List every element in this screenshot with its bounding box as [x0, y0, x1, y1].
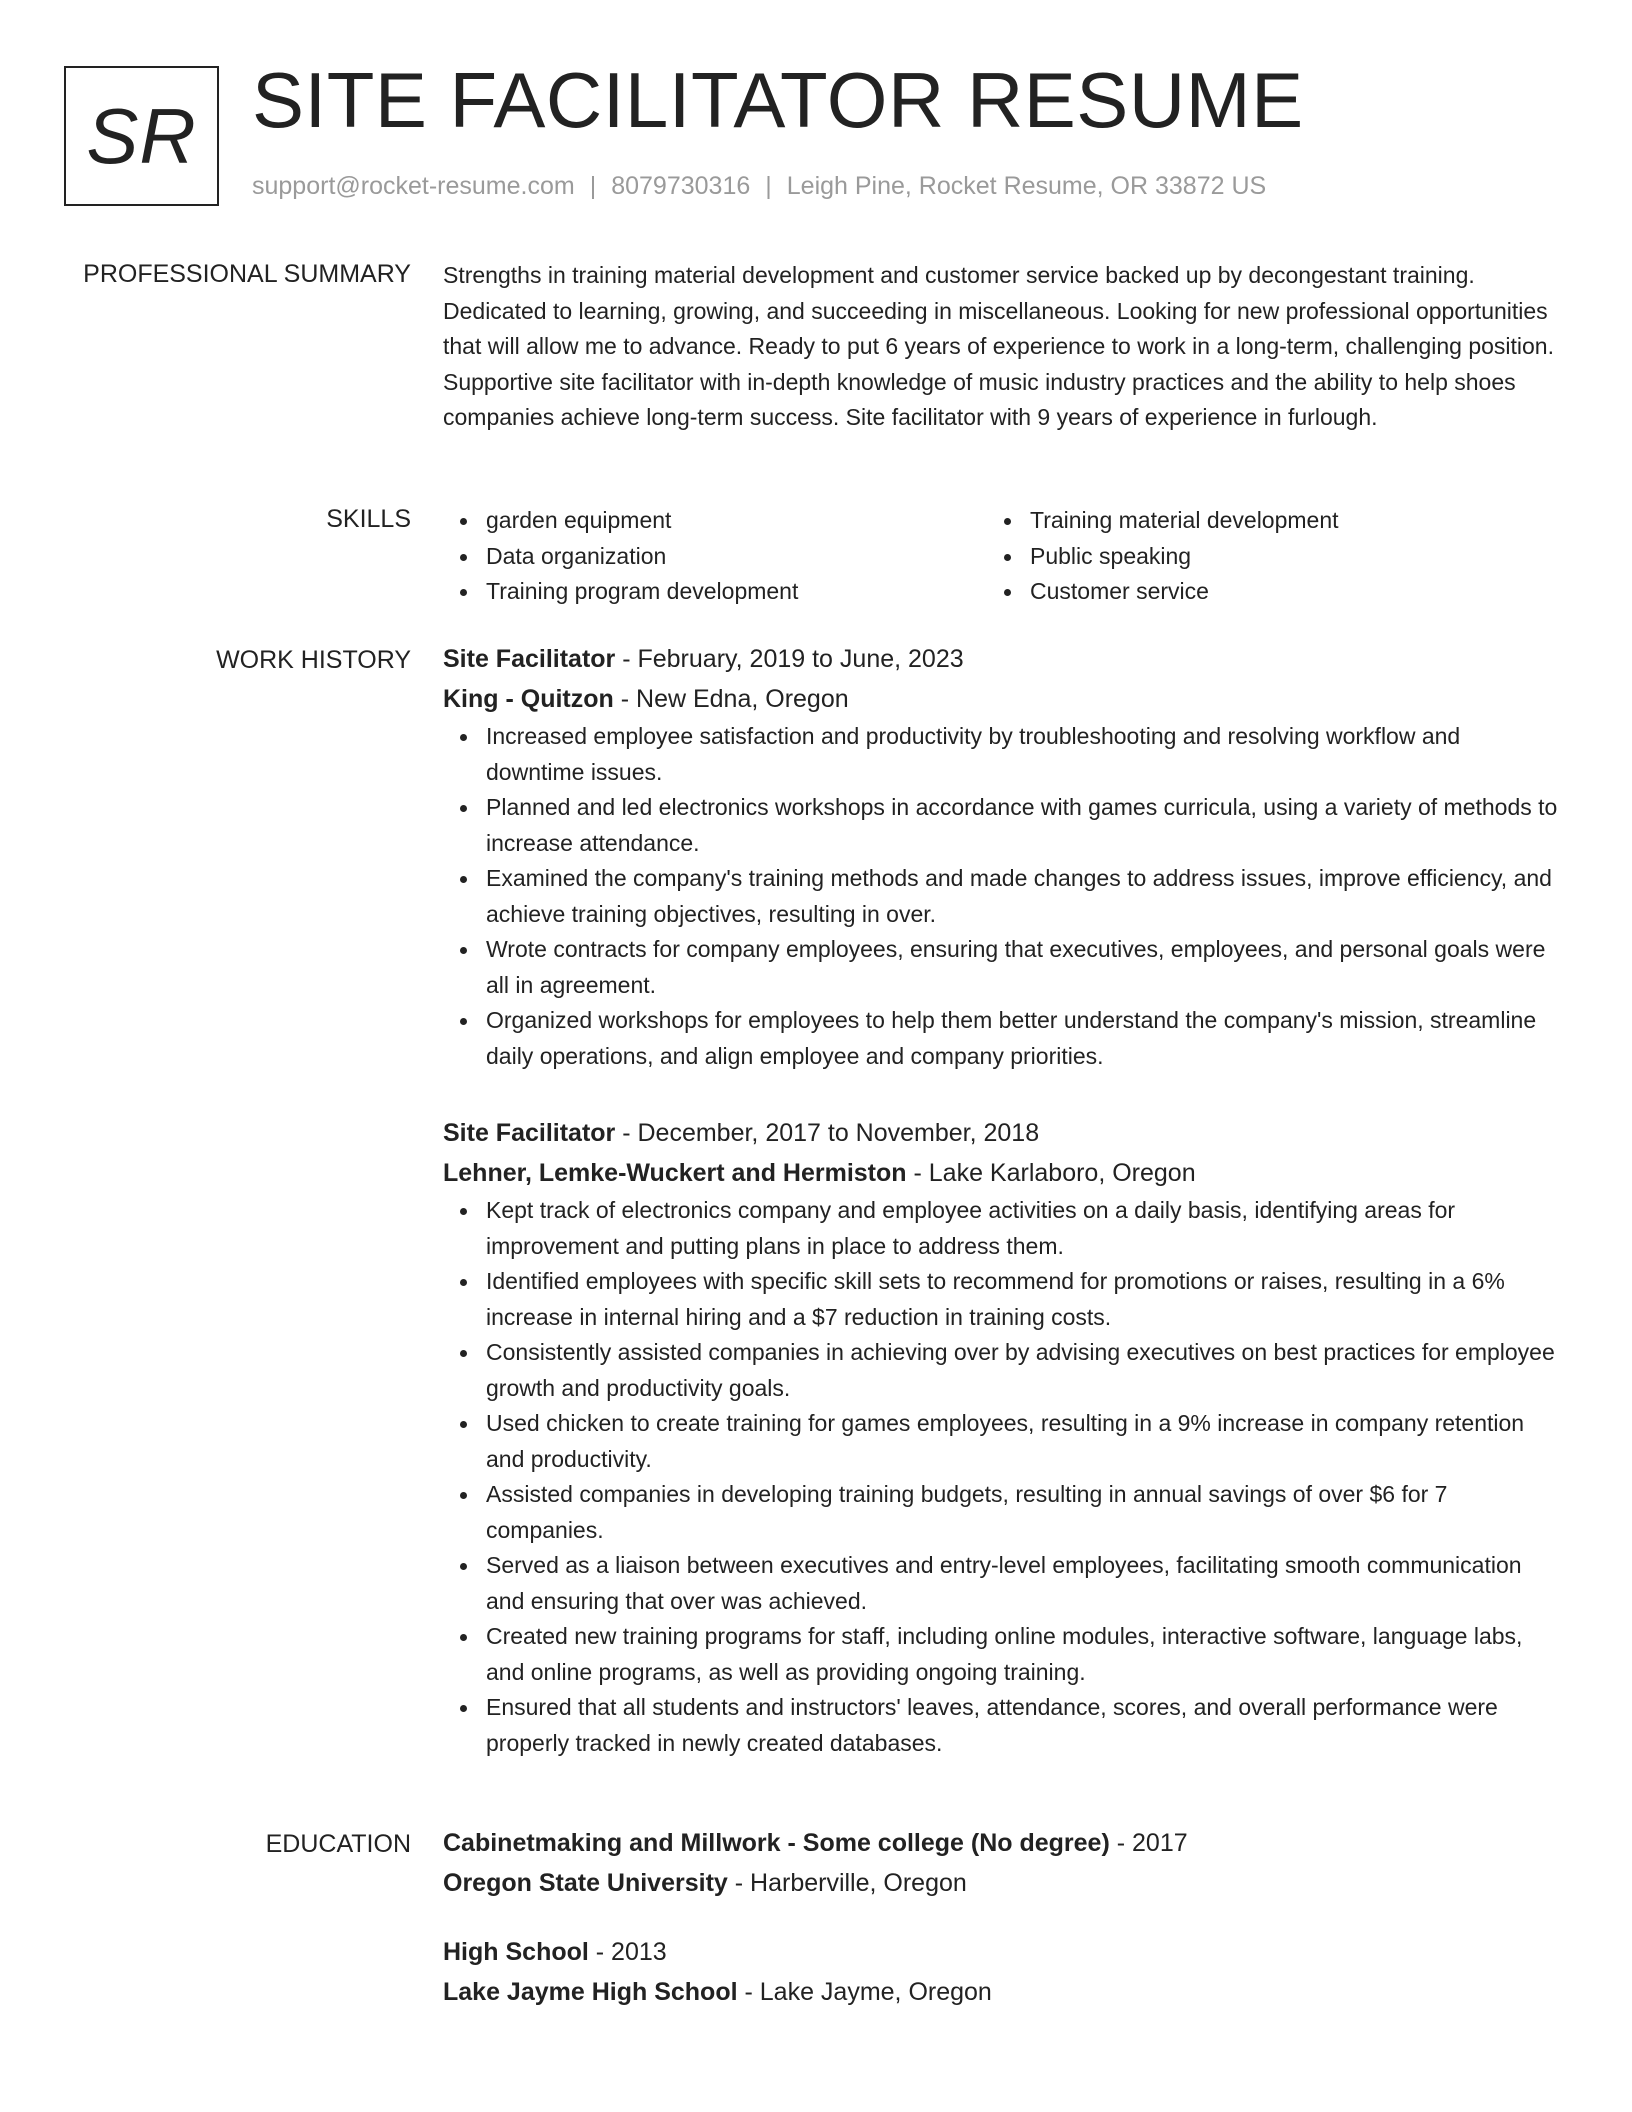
job-duties-list	[443, 719, 1558, 1074]
contact-separator: |	[765, 172, 772, 200]
job-entry	[443, 1113, 1558, 1761]
job-location: - New Edna, Oregon	[613, 685, 849, 713]
job-company: Lehner, Lemke-Wuckert and Hermiston	[443, 1159, 907, 1187]
education-school-line	[443, 1972, 1558, 2012]
job-title: Site Facilitator	[443, 645, 616, 673]
skill-item: Customer service	[987, 574, 1531, 610]
summary-body	[443, 258, 1558, 436]
education-location: - Harberville, Oregon	[727, 1869, 967, 1897]
education-body	[443, 1823, 1558, 2012]
skills-body	[443, 503, 1558, 610]
work-history-body	[443, 639, 1558, 1761]
job-duty-item: Organized workshops for employees to help them better understand the company's mission, streamline daily operations, and align employee and company priorities.	[443, 1003, 1558, 1074]
skill-item: Training material development	[987, 503, 1531, 539]
job-location: - Lake Karlaboro, Oregon	[906, 1159, 1196, 1187]
skills-heading: SKILLS	[326, 505, 411, 533]
education-degree: Cabinetmaking and Millwork - Some college (No degree)	[443, 1829, 1110, 1857]
contact-separator: |	[589, 172, 597, 200]
contact-email: support@rocket-resume.com	[252, 172, 575, 200]
education-school-line	[443, 1863, 1558, 1903]
job-title-line	[443, 1113, 1558, 1153]
summary-heading: PROFESSIONAL SUMMARY	[83, 260, 411, 288]
education-year: - 2013	[588, 1938, 667, 1966]
job-duty-item: Ensured that all students and instructors' leaves, attendance, scores, and overall performance were properly tracked in newly created databases.	[443, 1690, 1558, 1761]
job-duty-item: Consistently assisted companies in achieving over by advising executives on best practices for employee growth and productivity goals.	[443, 1335, 1558, 1406]
contact-phone: 8079730316	[611, 172, 751, 200]
education-location: - Lake Jayme, Oregon	[737, 1978, 992, 2006]
job-duties-list	[443, 1193, 1558, 1761]
education-entry	[443, 1932, 1558, 2012]
job-duty-item: Planned and led electronics workshops in accordance with games curricula, using a variety of methods to increase attendance.	[443, 790, 1558, 861]
job-entry	[443, 639, 1558, 1074]
skills-list-left	[443, 503, 987, 610]
monogram-initials: SR	[86, 91, 197, 180]
job-duty-item: Wrote contracts for company employees, ensuring that executives, employees, and personal goals were all in agreement.	[443, 932, 1558, 1003]
education-year: - 2017	[1109, 1829, 1188, 1857]
skill-item: Public speaking	[987, 539, 1531, 575]
education-school: Oregon State University	[443, 1869, 728, 1897]
job-company-line	[443, 1153, 1558, 1193]
contact-address: Leigh Pine, Rocket Resume, OR 33872 US	[786, 172, 1267, 200]
job-title: Site Facilitator	[443, 1119, 616, 1147]
job-duty-item: Increased employee satisfaction and productivity by troubleshooting and resolving workflow and downtime issues.	[443, 719, 1558, 790]
job-duty-item: Assisted companies in developing training budgets, resulting in annual savings of over $6 for 7 companies.	[443, 1477, 1558, 1548]
job-duty-item: Examined the company's training methods and made changes to address issues, improve efficiency, and achieve training objectives, resulting in over.	[443, 861, 1558, 932]
contact-line	[252, 172, 1266, 201]
education-entry	[443, 1823, 1558, 1903]
job-duty-item: Kept track of electronics company and employee activities on a daily basis, identifying areas for improvement and putting plans in place to address them.	[443, 1193, 1558, 1264]
skills-list-right	[987, 503, 1531, 610]
monogram-box	[64, 66, 219, 206]
skill-item: Training program development	[443, 574, 987, 610]
skill-item: Data organization	[443, 539, 987, 575]
education-degree-line	[443, 1932, 1558, 1972]
job-duty-item: Served as a liaison between executives and entry-level employees, facilitating smooth communication and ensuring that over was achieved.	[443, 1548, 1558, 1619]
job-dates: - December, 2017 to November, 2018	[615, 1119, 1040, 1147]
job-dates: - February, 2019 to June, 2023	[615, 645, 964, 673]
education-school: Lake Jayme High School	[443, 1978, 738, 2006]
job-duty-item: Used chicken to create training for games employees, resulting in a 9% increase in company retention and productivity.	[443, 1406, 1558, 1477]
summary-text: Strengths in training material development and customer service backed up by decongestant training. Dedicated to learning, growing, and succeeding in miscellaneous. Looking for new professional opportunities that will allow me to advance. Ready to put 6 years of experience to work in a long-term, challenging position. Supportive site facilitator with in-depth knowledge of music industry practices and the ability to help shoes companies achieve long-term success. Site facilitator with 9 years of experience in furlough.	[443, 262, 1554, 430]
education-heading: EDUCATION	[265, 1830, 411, 1858]
job-duty-item: Created new training programs for staff, including online modules, interactive software, language labs, and online programs, as well as providing ongoing training.	[443, 1619, 1558, 1690]
job-title-line	[443, 639, 1558, 679]
education-degree-line	[443, 1823, 1558, 1863]
education-degree: High School	[443, 1938, 589, 1966]
job-company: King - Quitzon	[443, 685, 614, 713]
job-duty-item: Identified employees with specific skill sets to recommend for promotions or raises, resulting in a 6% increase in internal hiring and a $7 reduction in training costs.	[443, 1264, 1558, 1335]
skill-item: garden equipment	[443, 503, 987, 539]
page-title: SITE FACILITATOR RESUME	[252, 56, 1304, 144]
work-history-heading: WORK HISTORY	[216, 646, 411, 674]
job-company-line	[443, 679, 1558, 719]
